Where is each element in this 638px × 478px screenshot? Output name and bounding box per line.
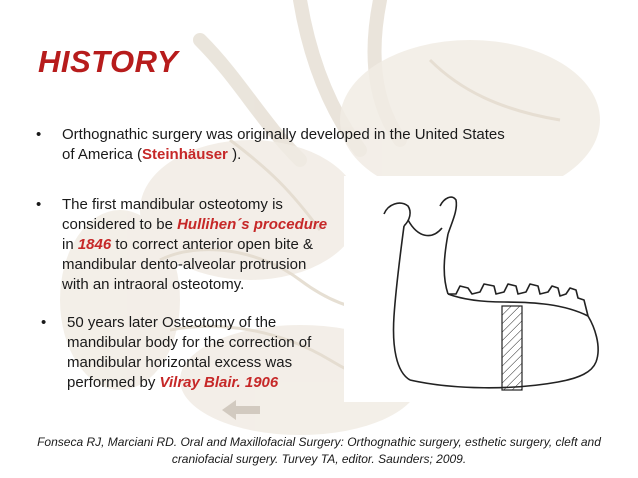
bullet-line: considered to be Hullihen´s procedure <box>62 216 328 233</box>
bullet-line: mandibular body for the correction of <box>67 334 312 351</box>
bullet-dot: • <box>41 314 47 331</box>
bullet-line: of America (Steinhäuser ). <box>62 146 242 163</box>
citation-line: craniofacial surgery. Turvey TA, editor. Saunders; 2009. <box>171 452 467 466</box>
highlight-blair: Vilray Blair. 1906 <box>159 374 279 391</box>
bullet-line: mandibular dento-alveolar protrusion <box>62 256 307 273</box>
bullet-line: in 1846 to correct anterior open bite & <box>62 236 313 253</box>
bullet-text <box>62 125 562 165</box>
bullet-text <box>67 313 351 393</box>
bullet-text <box>62 195 348 295</box>
highlight-name: Steinhäuser <box>142 146 228 163</box>
bullet-line: performed by Vilray Blair. 1906 <box>67 374 279 391</box>
bullet-dot: • <box>36 126 42 143</box>
bullet-item-blair <box>41 313 361 417</box>
bullet-line: The first mandibular osteotomy is <box>62 196 283 213</box>
bullet-dot: • <box>36 196 42 213</box>
slide-title: HISTORY <box>38 44 179 79</box>
bullet-item-hullihen <box>36 195 356 299</box>
highlight-year: 1846 <box>77 236 112 253</box>
bullet-line: with an intraoral osteotomy. <box>62 276 245 293</box>
mandible-osteotomy-diagram <box>344 176 620 402</box>
highlight-procedure: Hullihen´s procedure <box>177 216 328 233</box>
arrow-icon <box>222 398 262 422</box>
reference-citation <box>6 434 632 468</box>
bullet-line: Orthognathic surgery was originally developed in the United States <box>62 126 505 143</box>
bullet-line: mandibular horizontal excess was <box>67 354 293 371</box>
citation-line: Fonseca RJ, Marciani RD. Oral and Maxillofacial Surgery: Orthognathic surgery, esthetic surgery, cleft and <box>37 435 601 449</box>
bullet-item-origin <box>36 125 556 169</box>
bullet-line: 50 years later Osteotomy of the <box>67 314 277 331</box>
